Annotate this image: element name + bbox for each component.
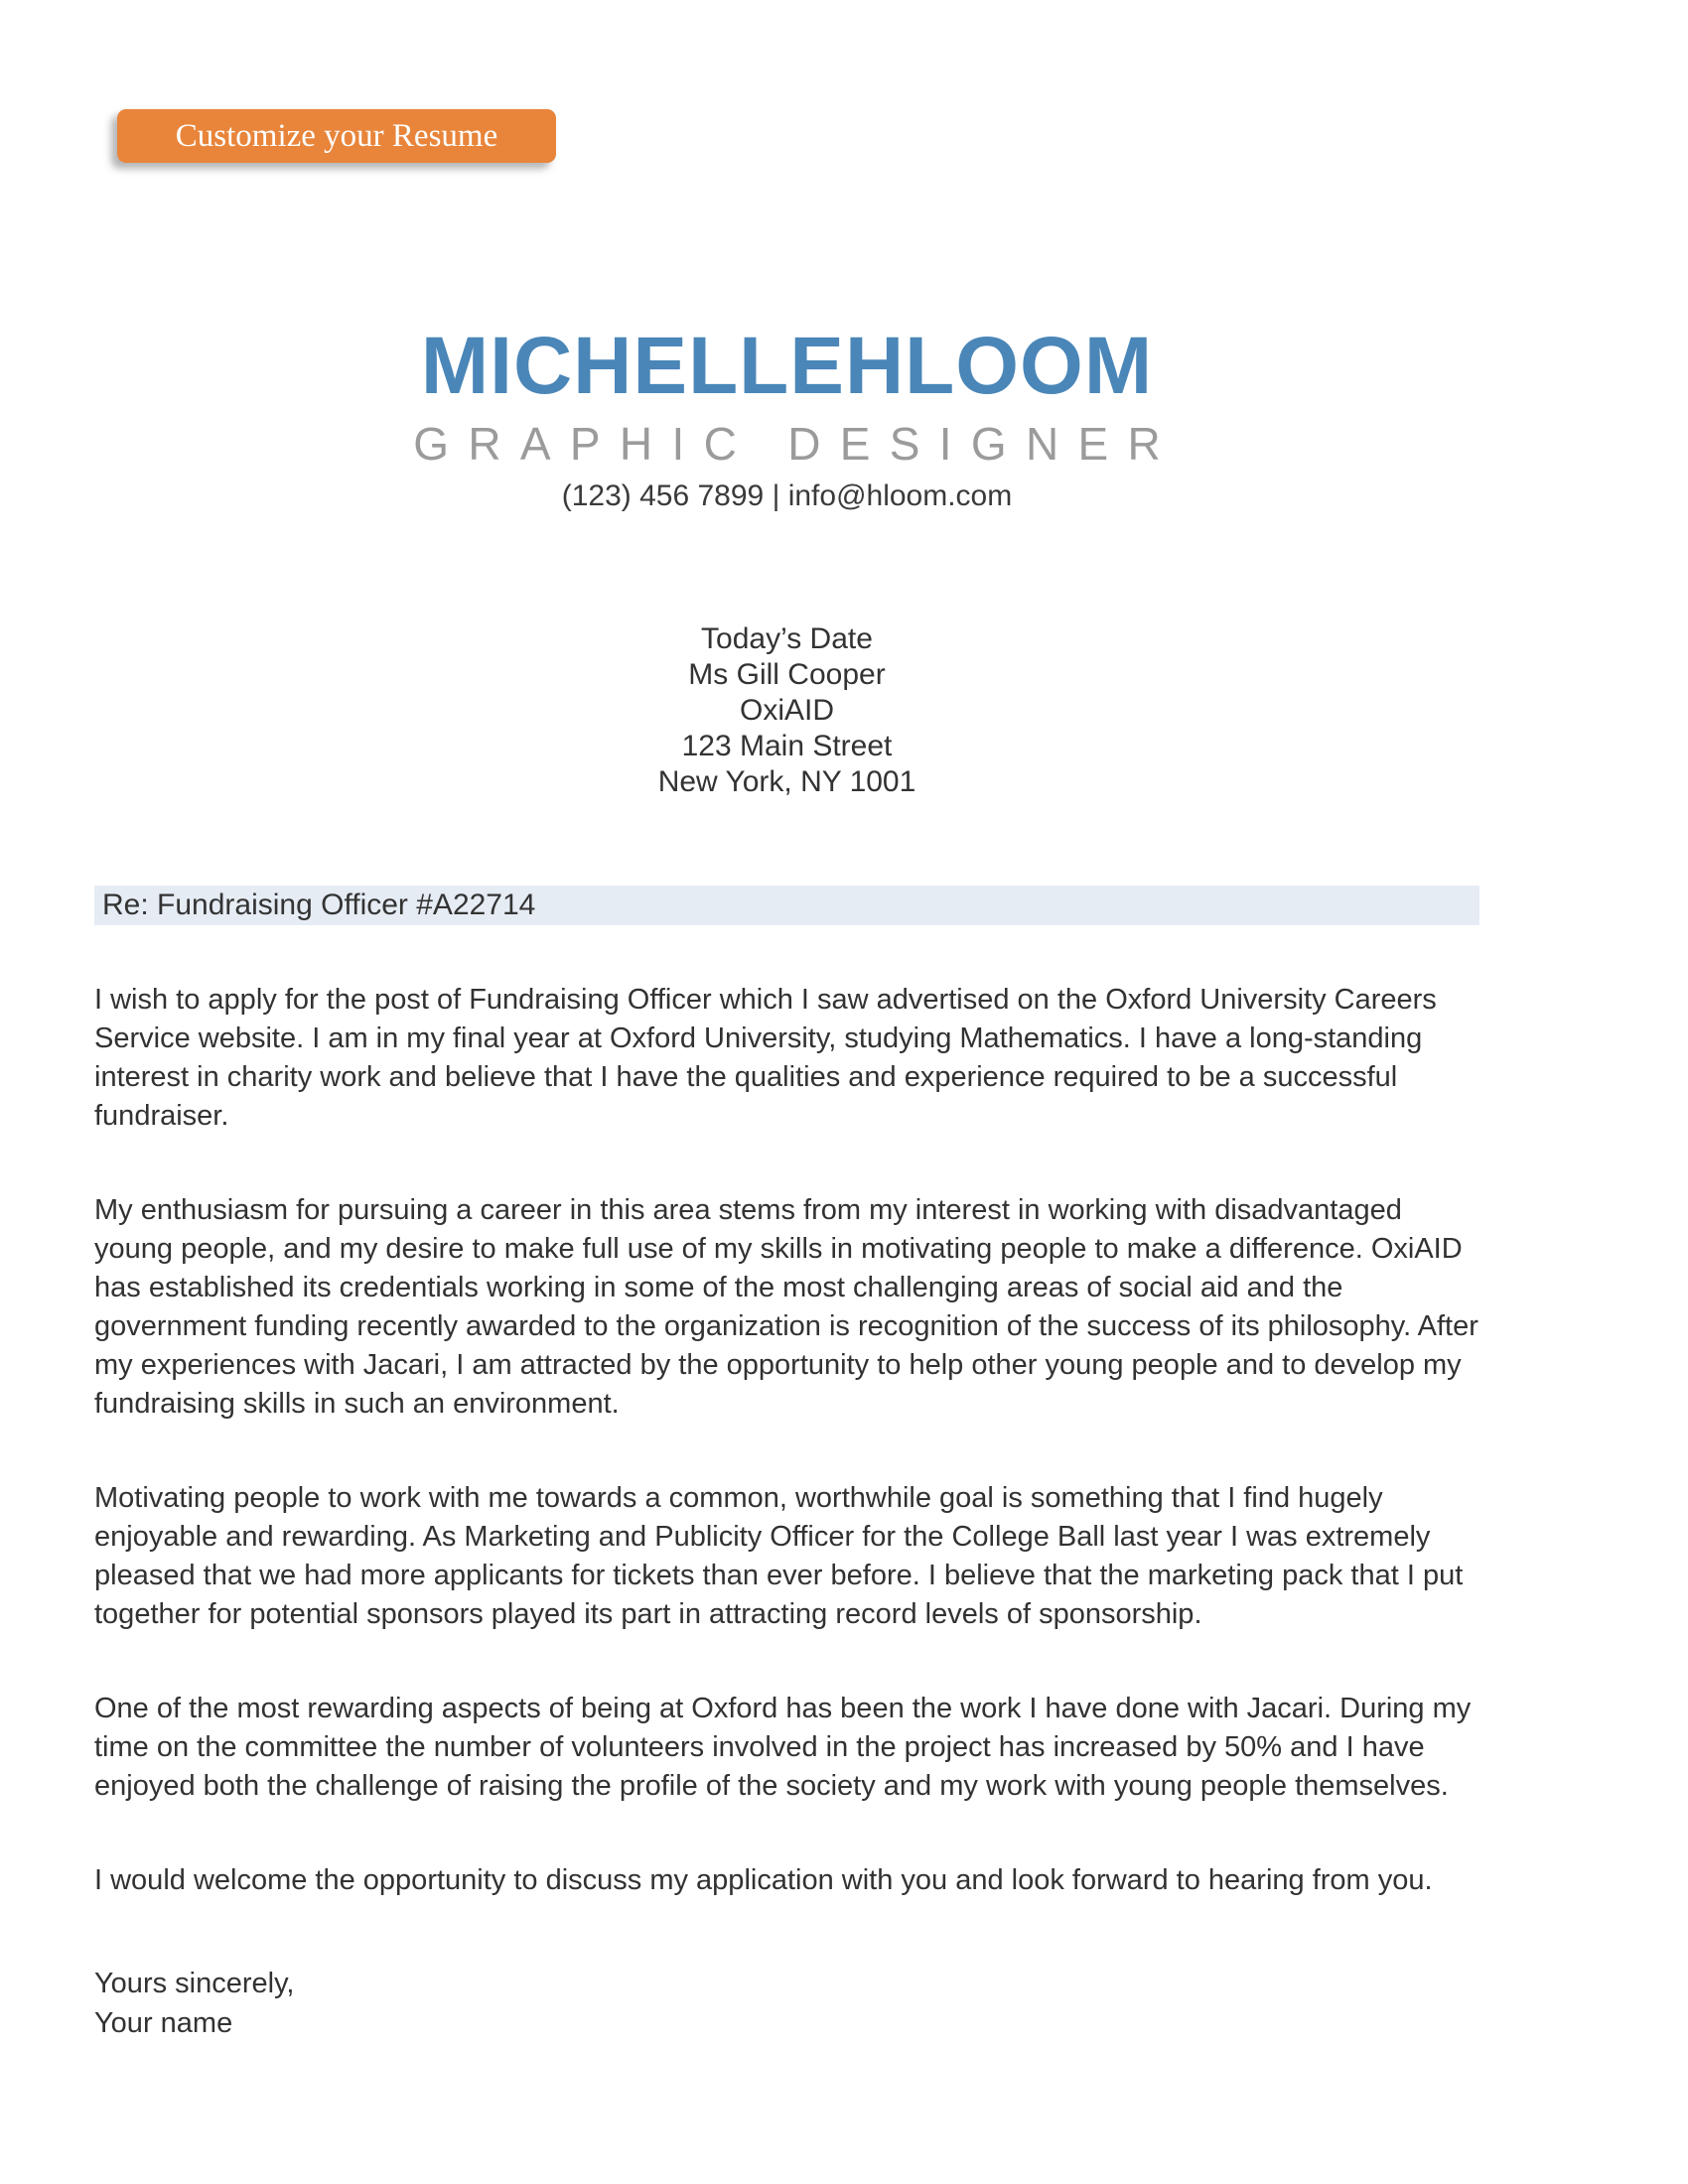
body-paragraph: Motivating people to work with me towards a common, worthwhile goal is something that I find hugely enjoyable and rewarding. As Marketing and Publicity Officer for the College Ball last year I was extremely pleased that we had more applicants for tickets than ever before. I believe that the marketing pack that I put together for potential sponsors played its part in attracting record levels of sponsorship. (94, 1482, 1464, 1630)
recipient-block (94, 621, 1479, 800)
applicant-name: MICHELLEHLOOM (420, 321, 1154, 411)
recipient-line-date: Today’s Date (701, 622, 873, 655)
body-paragraph: I wish to apply for the post of Fundraising Officer which I saw advertised on the Oxford University Careers Service website. I am in my final year at Oxford University, studying Mathematics. I have a long-standing interest in charity work and believe that I have the qualities and experience required to be a successful fundraiser. (94, 984, 1437, 1132)
body-paragraph: I would welcome the opportunity to discuss my application with you and look forward to hearing from you. (94, 1864, 1433, 1896)
recipient-line-name: Ms Gill Cooper (688, 658, 886, 691)
body-paragraph: One of the most rewarding aspects of being at Oxford has been the work I have done with Jacari. During my time on the committee the number of volunteers involved in the project has increased by 50% and I have enjoyed both the challenge of raising the profile of the society and my work with young people themselves. (94, 1693, 1472, 1802)
subject-line (94, 886, 1479, 925)
customize-resume-button[interactable]: Customize your Resume (117, 109, 556, 163)
subject-text: Re: Fundraising Officer #A22714 (102, 888, 536, 921)
letter-header (94, 321, 1479, 514)
closing-signature: Your name (94, 2007, 233, 2039)
applicant-job-title: GRAPHIC DESIGNER (413, 418, 1181, 470)
contact-line: (123) 456 7899 | info@hloom.com (561, 479, 1013, 512)
recipient-line-org: OxiAID (739, 694, 834, 727)
letter-content (94, 0, 1479, 2043)
closing-block (94, 1964, 1479, 2043)
closing-salutation: Yours sincerely, (94, 1968, 295, 1999)
recipient-line-city: New York, NY 1001 (657, 765, 916, 798)
recipient-line-street: 123 Main Street (681, 730, 893, 762)
body-paragraph: My enthusiasm for pursuing a career in this area stems from my interest in working with disadvantaged young people, and my desire to make full use of my skills in motivating people to make a difference. OxiAID has established its credentials working in some of the most challenging areas of social aid and the government funding recently awarded to the organization is recognition of the success of its philosophy. After my experiences with Jacari, I am attracted by the opportunity to help other young people and to develop my fundraising skills in such an environment. (94, 1194, 1478, 1420)
letter-body (94, 981, 1479, 1900)
